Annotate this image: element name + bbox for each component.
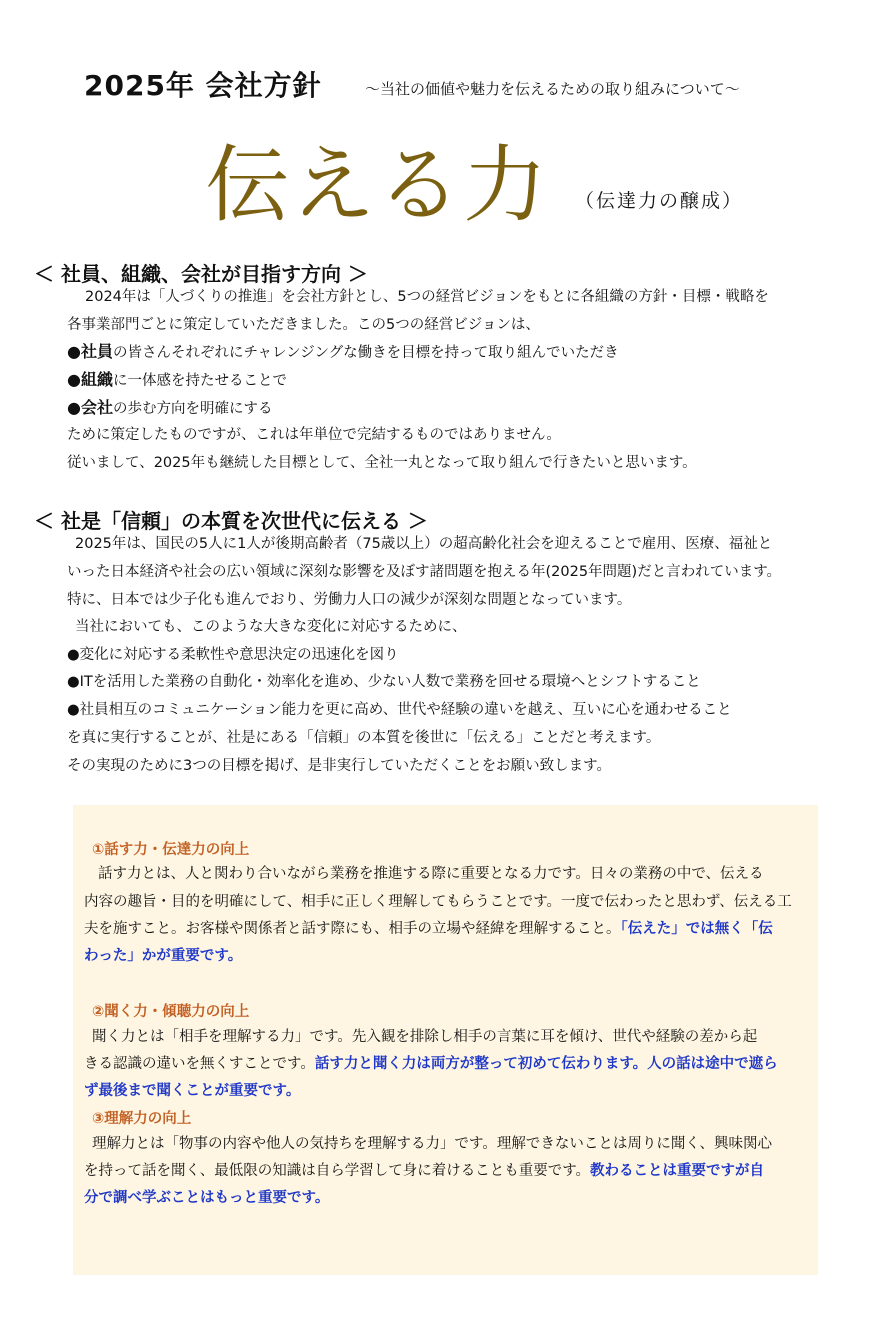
- section2-line: を真に実行することが、社是にある「信頼」の本質を後世に「伝える」ことだと考えます。: [67, 730, 661, 746]
- section2-line: その実現のために3つの目標を掲げ、是非実行していただくことをお願い致します。: [67, 758, 611, 774]
- section1-line: ために策定したものですが、これは年単位で完結するものではありません。: [67, 427, 561, 443]
- section1-heading: ＜ 社員、組織、会社が目指す方向 ＞: [34, 262, 368, 286]
- main-theme-sub: （伝達力の醸成）: [575, 190, 744, 212]
- bullet-keyword: ●組織: [67, 370, 113, 389]
- goal2-line: [84, 1054, 778, 1074]
- goal2-heading: ②聞く力・傾聴力の向上: [92, 1004, 250, 1020]
- bullet-keyword: ●社員: [67, 342, 113, 361]
- goal2-emphasis: ず最後まで聞くことが重要です。: [84, 1083, 301, 1099]
- goal1-line: [84, 919, 773, 939]
- section1-bullet-company: [67, 398, 272, 419]
- bullet-text: の皆さんそれぞれにチャレンジングな働きを目標を持って取り組んでいただき: [112, 345, 619, 361]
- section2-heading: ＜ 社是「信頼」の本質を次世代に伝える ＞: [34, 509, 428, 533]
- section1-line: 従いまして、2025年も継続した目標として、全社一丸となって取り組んで行きたいと思います。: [67, 455, 697, 471]
- goal1-line: 話す力とは、人と関わり合いながら業務を推進する際に重要となる力です。日々の業務の中で、伝える: [98, 866, 764, 882]
- section2-bullet: ●ITを活用した業務の自動化・効率化を進め、少ない人数で業務を回せる環境へとシフトすること: [67, 674, 701, 690]
- section1-bullet-staff: [67, 342, 619, 363]
- section2-line: 2025年は、国民の5人に1人が後期高齢者（75歳以上）の超高齢化社会を迎えることで雇用、医療、福祉と: [75, 536, 773, 552]
- page-title: 2025年 会社方針: [84, 69, 322, 102]
- bullet-text: に一体感を持たせることで: [112, 373, 287, 389]
- goal3-emphasis: 分で調べ学ぶことはもっと重要です。: [84, 1190, 330, 1206]
- goal3-line: 理解力とは「物事の内容や他人の気持ちを理解する力」です。理解できないことは周りに聞く、興味関心: [92, 1136, 773, 1152]
- bullet-text: の歩む方向を明確にする: [112, 401, 273, 417]
- goal2-line: 聞く力とは「相手を理解する力」です。先入観を排除し相手の言葉に耳を傾け、世代や経験の差から起: [92, 1029, 758, 1045]
- section1-line: 2024年は「人づくりの推進」を会社方針とし、5つの経営ビジョンをもとに各組織の方針・目標・戦略を: [85, 289, 769, 305]
- section2-bullet: ●社員相互のコミュニケーション能力を更に高め、世代や経験の違いを越え、互いに心を通わせること: [67, 702, 732, 718]
- section1-line: 各事業部門ごとに策定していただきました。この5つの経営ビジョンは、: [67, 317, 540, 333]
- goal1-emphasis: 「伝えた」では無く「伝: [620, 921, 773, 937]
- goal1-line: 内容の趣旨・目的を明確にして、相手に正しく理解してもらうことです。一度で伝わったと思わず、伝える工: [84, 894, 792, 910]
- main-theme: 伝える力: [205, 136, 550, 234]
- goal3-heading: ③理解力の向上: [92, 1111, 192, 1127]
- goal2-text: きる認識の違いを無くすことです。: [84, 1056, 315, 1072]
- goal3-line: [84, 1161, 764, 1181]
- page-subtitle: ～当社の価値や魅力を伝えるための取り組みについて～: [365, 80, 740, 98]
- section2-line: いった日本経済や社会の広い領域に深刻な影響を及ぼす諸問題を抱える年(2025年問題)だと言われています。: [67, 564, 782, 580]
- bullet-keyword: ●会社: [67, 398, 113, 417]
- goal2-emphasis: 話す力と聞く力は両方が整って初めて伝わります。人の話は途中で遮ら: [314, 1056, 778, 1072]
- section2-bullet: ●変化に対応する柔軟性や意思決定の迅速化を図り: [67, 647, 399, 663]
- goal1-heading: ①話す力・伝達力の向上: [92, 842, 250, 858]
- section2-line: 当社においても、このような大きな変化に対応するために、: [75, 619, 467, 635]
- section2-line: 特に、日本では少子化も進んでおり、労働力人口の減少が深刻な問題となっています。: [67, 592, 632, 608]
- goal1-emphasis: わった」かが重要です。: [84, 948, 243, 964]
- goal1-text: 夫を施すこと。お客様や関係者と話す際にも、相手の立場や経緯を理解すること。: [84, 921, 621, 937]
- goal3-text: を持って話を聞く、最低限の知識は自ら学習して身に着けることも重要です。: [84, 1163, 591, 1179]
- section1-bullet-org: [67, 370, 287, 391]
- goal3-emphasis: 教わることは重要ですが自: [590, 1163, 765, 1179]
